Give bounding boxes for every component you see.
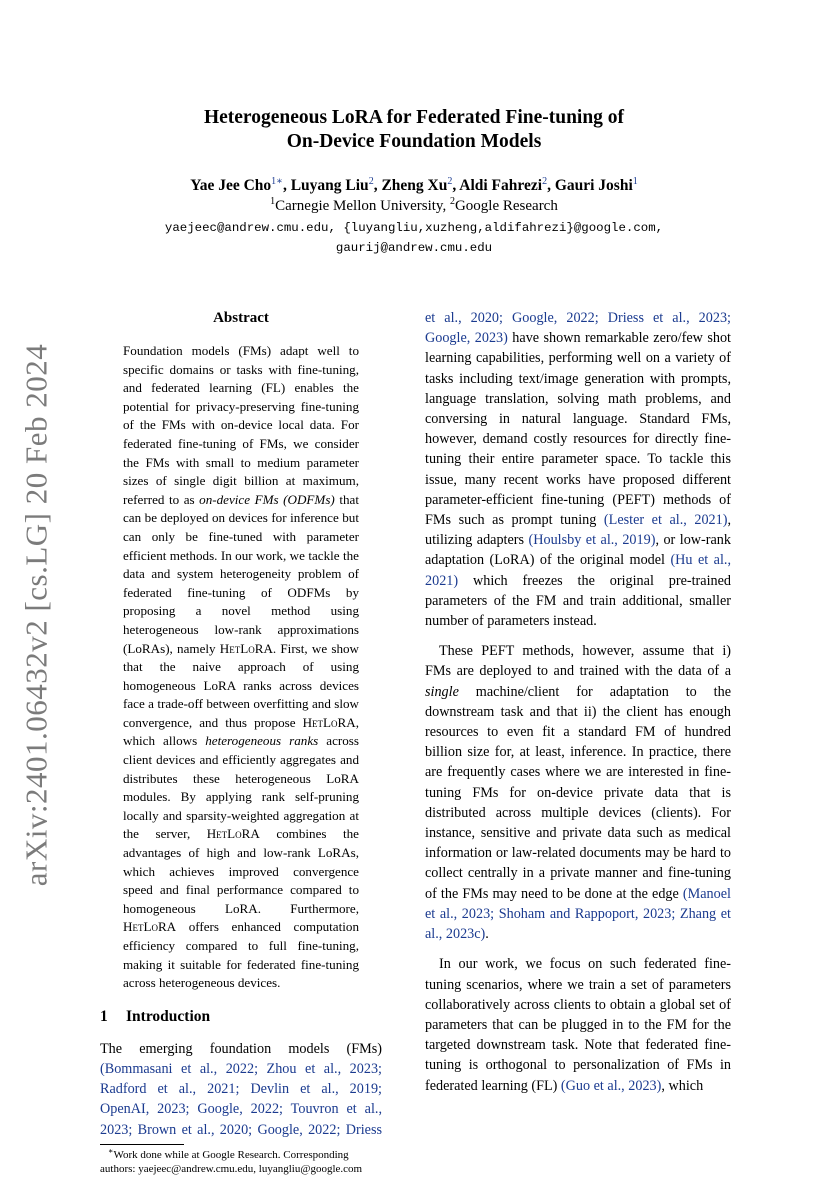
intro-paragraph-3 [425, 954, 731, 1095]
arxiv-identifier-stamp [16, 343, 56, 887]
method-name: HetLoRA [123, 919, 177, 935]
footnote-text: Work done while at Google Research. Corresponding authors: yaejeec@andrew.cmu.edu, luyangliu@google.com [100, 1148, 363, 1176]
author-affil-mark: 2 [542, 175, 548, 187]
body-text: , or low-rank adaptation (LoRA) of the original model [425, 532, 731, 569]
footnote [100, 1148, 382, 1177]
title-line-1: Heterogeneous LoRA for Federated Fine-tuning of [203, 107, 625, 128]
citation-link[interactable]: (Bommasani et al., 2022; Zhou et al., 2023; Radford et al., 2021; Devlin et al., 2019; OpenAI, 2023; Google, 2022; Touvron et al., 2023; Brown et al., 2020; Google, 2022; Driess [100, 1060, 382, 1138]
method-name: HetLoRA [219, 640, 273, 656]
author-name: Yae Jee Cho [190, 177, 272, 194]
arxiv-stamp-text: arXiv:2401.06432v2 [cs.LG] 20 Feb 2024 [18, 343, 53, 887]
body-text: machine/client for adaptation to the downstream task and that ii) the client has enough resources to even fit a standard FM of hundred billion size for, at least, inference. In practice, there are frequently cases where we are interested in fine-tuning FMs for on-device private data that is distributed across multiple devices (clients). For instance, sensitive and private data such as medical information or law-related documents may be hard to collect centrally in a private manner and fine-tuning of the FMs may need to be done at the edge [425, 683, 731, 902]
body-text: The emerging foundation models (FMs) [100, 1040, 382, 1057]
paper-header [0, 106, 828, 258]
intro-paragraph-1-continued [425, 308, 731, 631]
section-title: Introduction [126, 1007, 211, 1025]
author-name: Luyang Liu [290, 177, 369, 194]
abstract-text: combines the advantages of high and low-rank LoRAs, which achieves improved convergence speed and final performance compared to homogeneous LoRA. Furthermore, [123, 826, 359, 916]
abstract-body [123, 342, 359, 993]
author-list: Yae Jee Cho$^{1∗}$, Luyang Liu$^2$, Zheng Xu$^2$, Aldi Fahrezi$^2$, Gauri Joshi$^1$ [190, 175, 638, 194]
citation-link[interactable]: (Manoel et al., 2023; Shoham and Rappoport, 2023; Zhang et al., 2023c) [425, 885, 731, 943]
paper-title [0, 106, 828, 154]
author-name: Aldi Fahrezi [459, 177, 543, 194]
author-affil-mark: 1∗ [271, 175, 283, 187]
affil-mark: 2 [449, 196, 455, 207]
intro-paragraph-1 [100, 1039, 382, 1138]
abstract-text: , which allows [123, 714, 359, 749]
left-column [100, 308, 382, 1177]
method-name: HetLoRA [302, 714, 356, 730]
author-affil-mark: 2 [368, 175, 374, 187]
affiliation-cmu: Carnegie Mellon University, [275, 198, 450, 214]
abstract-text: Foundation models (FMs) adapt well to specific domains or tasks with fine-tuning, and federated learning (FL) enables the potential for privacy-preserving fine-tuning of the FMs with on-device local data. For federated fine-tuning of FMs, we consider the FMs with small to medium parameter sizes of single digit billion at maximum, referred to as [123, 343, 359, 507]
body-text: , which [661, 1077, 704, 1094]
citation-link[interactable]: (Hu et al., 2021) [425, 552, 731, 589]
citation-link[interactable]: (Lester et al., 2021) [603, 512, 728, 529]
body-text: have shown remarkable zero/few shot learning capabilities, performing well on a variety of tasks including text/image generation with prompts, language translation, solving math problems, and conversing in natural language. Standard FMs, however, demand costly resources for directly fine-tuning their entire parameter space. To tackle this issue, many recent works have proposed different parameter-efficient fine-tuning (PEFT) methods of FMs such as prompt tuning [425, 330, 731, 529]
affil-mark: 1 [270, 196, 276, 207]
method-name: HetLoRA [206, 826, 260, 842]
email-line: gaurij@andrew.cmu.edu [335, 241, 493, 255]
right-column [425, 308, 731, 1096]
title-line-2: On-Device Foundation Models [286, 131, 542, 152]
body-text: which freezes the original pre-trained parameters of the FM and train additional, smaller number of parameters instead. [425, 572, 731, 630]
body-text: In our work, we focus on such federated fine-tuning scenarios, where we train a set of parameters collaboratively across clients to obtain a global set of parameters that can be plugged in to the FM for the targeted downstream task. Note that federated fine-tuning is orthogonal to personalization of FMs in federated learning (FL) [425, 956, 731, 1094]
abstract-heading: Abstract [213, 310, 269, 326]
intro-paragraph-2 [425, 641, 731, 944]
section-heading-introduction [100, 1007, 382, 1027]
abstract-emphasis: on-device FMs (ODFMs) [199, 491, 335, 507]
email-line: yaejeec@andrew.cmu.edu, {luyangliu,xuzheng,aldifahrezi}@google.com, [164, 221, 664, 235]
author-emails [0, 218, 828, 258]
footnote-divider [100, 1144, 184, 1145]
abstract-text: offers enhanced computation efficiency compared to full fine-tuning, making it suitable for federated fine-tuning across heterogeneous devices. [123, 919, 359, 991]
section-number: 1 [100, 1007, 108, 1025]
body-text: , utilizing adapters [425, 512, 732, 549]
author-affil-mark: 1 [632, 175, 638, 187]
author-name: Zheng Xu [381, 177, 448, 194]
author-affil-mark: 2 [447, 175, 453, 187]
abstract-emphasis: heterogeneous ranks [205, 733, 319, 749]
affiliation-google: Google Research [454, 198, 558, 214]
abstract-text: across client devices and efficiently aggregates and distributes these heterogeneous LoRA modules. By applying rank self-pruning locally and sparsity-weighted aggregation at the server, [123, 733, 359, 842]
citation-link[interactable]: (Guo et al., 2023) [560, 1077, 662, 1094]
citation-link[interactable]: (Houlsby et al., 2019) [528, 532, 656, 549]
body-text: These PEFT methods, however, assume that i) FMs are deployed to and trained with the data of a [425, 643, 731, 680]
affiliations [0, 196, 828, 216]
author-name: Gauri Joshi [554, 177, 633, 194]
body-emphasis: single [425, 683, 459, 700]
abstract-text: that can be deployed on devices for inference but can only be fine-tuned with parameter efficient methods. In our work, we tackle the data and system heterogeneity problem of federated fine-tuning of ODFMs by proposing a novel method using heterogeneous low-rank approximations (LoRAs), namely [123, 491, 359, 656]
citation-link[interactable]: et al., 2020; Google, 2022; Driess et al., 2023; Google, 2023) [425, 310, 731, 347]
abstract-text: . First, we show that the naive approach of using homogeneous LoRA ranks across devices face a trade-off between overfitting and slow convergence, and thus propose [123, 640, 359, 730]
footnote-mark: ∗ [108, 1146, 114, 1156]
body-text: . [485, 926, 489, 943]
